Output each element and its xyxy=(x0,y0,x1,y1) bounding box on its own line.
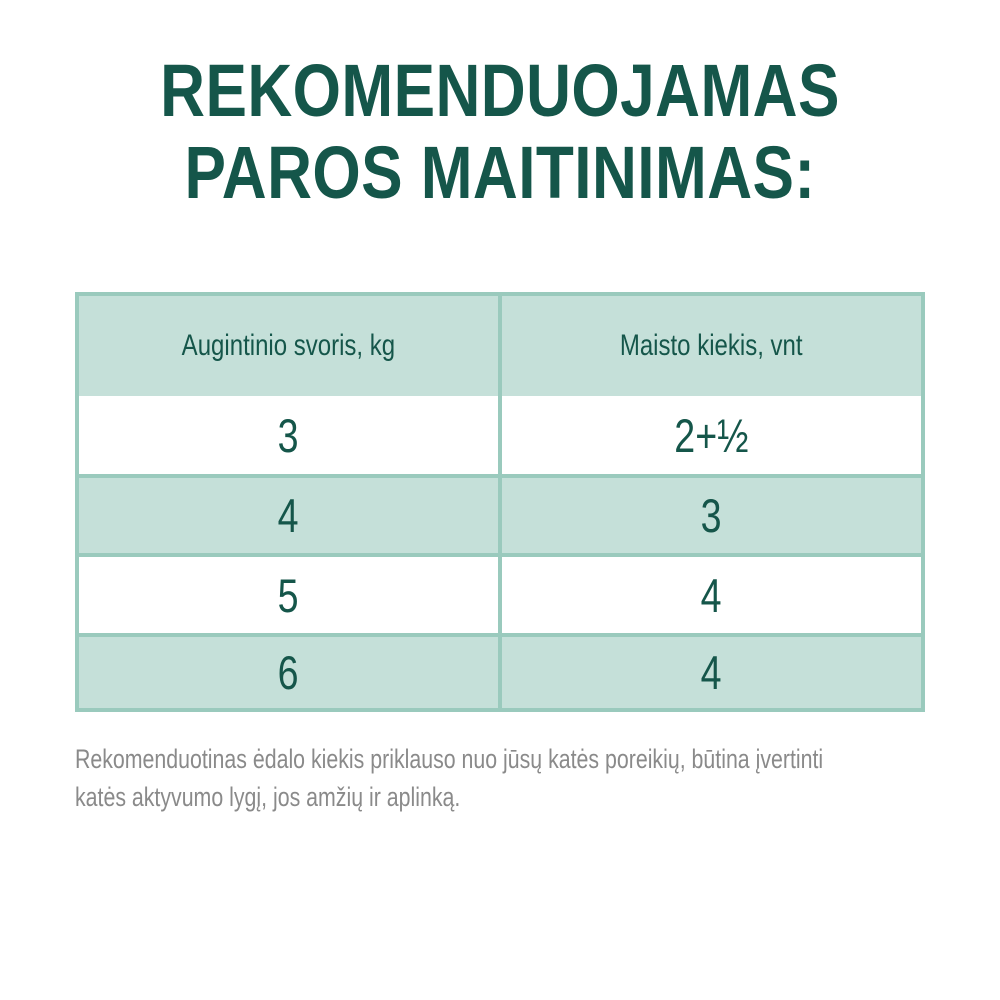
weight-cell xyxy=(79,557,502,633)
page-title-line-2: PAROS MAITINIMAS: xyxy=(184,131,816,214)
amount-cell xyxy=(502,396,921,474)
disclaimer-text xyxy=(75,740,925,816)
feeding-table xyxy=(75,292,925,712)
disclaimer-line-1: Rekomenduotinas ėdalo kiekis priklauso nuo jūsų katės poreikių, būtina įvertinti xyxy=(75,744,824,774)
header-label-pet-weight: Augintinio svoris, kg xyxy=(181,329,396,362)
weight-cell xyxy=(79,637,502,708)
page-title-line-1: REKOMENDUOJAMAS xyxy=(160,49,840,132)
amount-value: 3 xyxy=(701,489,722,542)
header-cell-food-amount xyxy=(502,296,921,396)
amount-cell xyxy=(502,478,921,553)
weight-cell xyxy=(79,478,502,553)
header-label-food-amount: Maisto kiekis, vnt xyxy=(620,329,803,362)
amount-value: 2+½ xyxy=(674,408,749,462)
header-cell-pet-weight xyxy=(79,296,502,396)
weight-value: 5 xyxy=(278,568,299,622)
disclaimer-line-2: katės aktyvumo lygį, jos amžių ir aplinką. xyxy=(75,782,461,812)
weight-cell xyxy=(79,396,502,474)
weight-value: 3 xyxy=(278,408,299,462)
amount-cell xyxy=(502,637,921,708)
weight-value: 4 xyxy=(278,489,299,542)
page-title xyxy=(0,50,1000,214)
table-row xyxy=(79,474,921,553)
weight-value: 6 xyxy=(278,646,299,699)
table-row xyxy=(79,553,921,633)
amount-value: 4 xyxy=(701,568,722,622)
amount-cell xyxy=(502,557,921,633)
table-row xyxy=(79,633,921,708)
table-row xyxy=(79,396,921,474)
amount-value: 4 xyxy=(701,646,722,699)
table-header-row xyxy=(79,296,921,396)
